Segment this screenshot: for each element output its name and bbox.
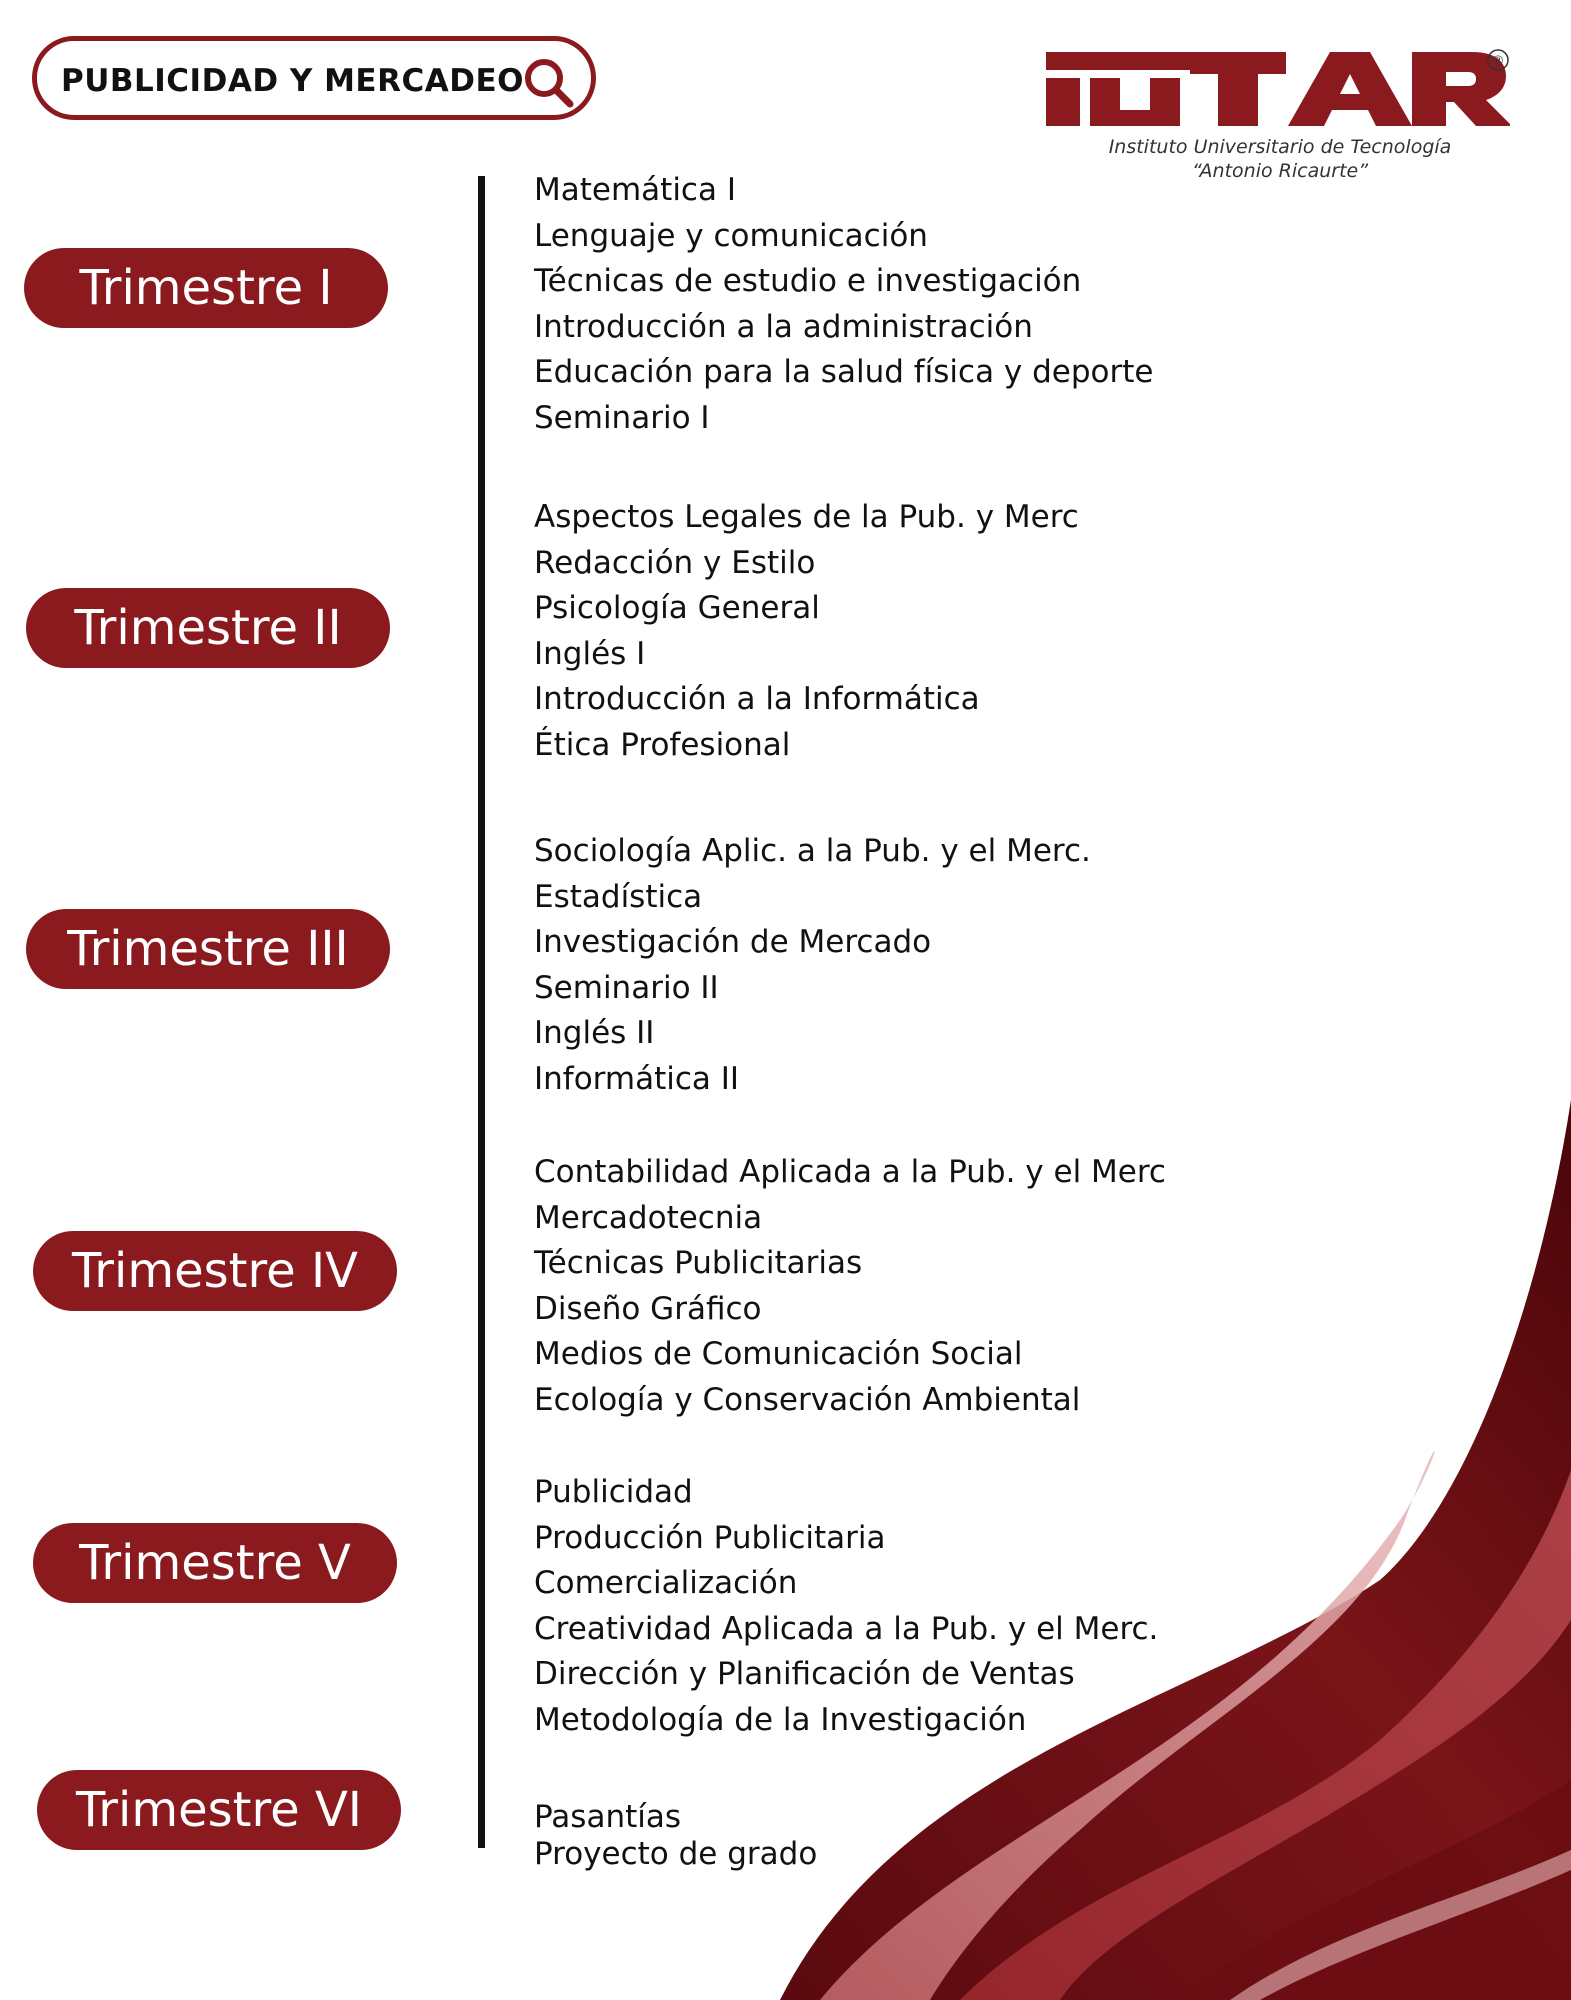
course-item: Ética Profesional	[534, 726, 791, 763]
course-item: Estadística	[534, 878, 703, 915]
registered-mark: ®	[1491, 54, 1505, 69]
course-item: Seminario II	[534, 969, 719, 1006]
course-item: Técnicas Publicitarias	[534, 1245, 863, 1281]
course-item: Pasantías	[534, 1799, 682, 1835]
course-item: Ecología y Conservación Ambiental	[534, 1381, 1081, 1418]
logo-wordmark	[1040, 44, 1510, 140]
course-item: Inglés I	[534, 635, 646, 672]
course-item: Introducción a la administración	[534, 308, 1033, 345]
course-item: Técnicas de estudio e investigación	[534, 263, 1082, 299]
course-item: Dirección y Planificación de Ventas	[534, 1656, 1075, 1692]
course-item: Redacción y Estilo	[534, 544, 816, 581]
course-item: Seminario I	[534, 399, 710, 436]
course-item: Mercadotecnia	[534, 1199, 763, 1236]
term-badge-5: Trimestre V	[33, 1523, 397, 1603]
course-item: Lenguaje y comunicación	[534, 217, 928, 254]
term-badge-3: Trimestre III	[26, 909, 390, 989]
logo-subtitle-line1: Instituto Universitario de Tecnología	[1108, 136, 1452, 158]
course-item: Creatividad Aplicada a la Pub. y el Merc.	[534, 1610, 1159, 1647]
course-item: Metodología de la Investigación	[534, 1701, 1027, 1738]
course-item: Proyecto de grado	[534, 1836, 818, 1872]
search-icon	[521, 55, 577, 111]
course-list-term-5	[534, 1470, 1158, 1743]
term-badge-2: Trimestre II	[26, 588, 390, 668]
course-item: Psicología General	[534, 590, 820, 626]
course-item: Comercialización	[534, 1565, 798, 1601]
course-item: Educación para la salud física y deporte	[534, 354, 1154, 390]
timeline-divider	[478, 176, 485, 1848]
course-list-term-6	[534, 1799, 817, 1873]
course-item: Matemática I	[534, 172, 736, 208]
course-item: Publicidad	[534, 1474, 693, 1510]
course-list-term-3	[534, 829, 1091, 1102]
course-item: Investigación de Mercado	[534, 924, 932, 960]
term-badge-6: Trimestre VI	[37, 1770, 401, 1850]
course-list-term-4	[534, 1150, 1166, 1423]
course-item: Informática II	[534, 1060, 740, 1097]
term-badge-1: Trimestre I	[24, 248, 388, 328]
course-item: Producción Publicitaria	[534, 1519, 886, 1556]
course-item: Inglés II	[534, 1015, 655, 1051]
course-item: Introducción a la Informática	[534, 681, 980, 717]
course-item: Medios de Comunicación Social	[534, 1336, 1023, 1372]
course-item: Contabilidad Aplicada a la Pub. y el Merc	[534, 1154, 1166, 1190]
program-title: PUBLICIDAD Y MERCADEO	[61, 63, 524, 99]
course-item: Aspectos Legales de la Pub. y Merc	[534, 499, 1079, 535]
term-badge-4: Trimestre IV	[33, 1231, 397, 1311]
logo-subtitle-line2: “Antonio Ricaurte”	[1191, 160, 1369, 182]
course-list-term-1	[534, 168, 1154, 441]
program-search-box	[32, 36, 596, 120]
course-item: Diseño Gráfico	[534, 1290, 762, 1327]
course-item: Sociología Aplic. a la Pub. y el Merc.	[534, 833, 1091, 869]
course-list-term-2	[534, 495, 1079, 768]
